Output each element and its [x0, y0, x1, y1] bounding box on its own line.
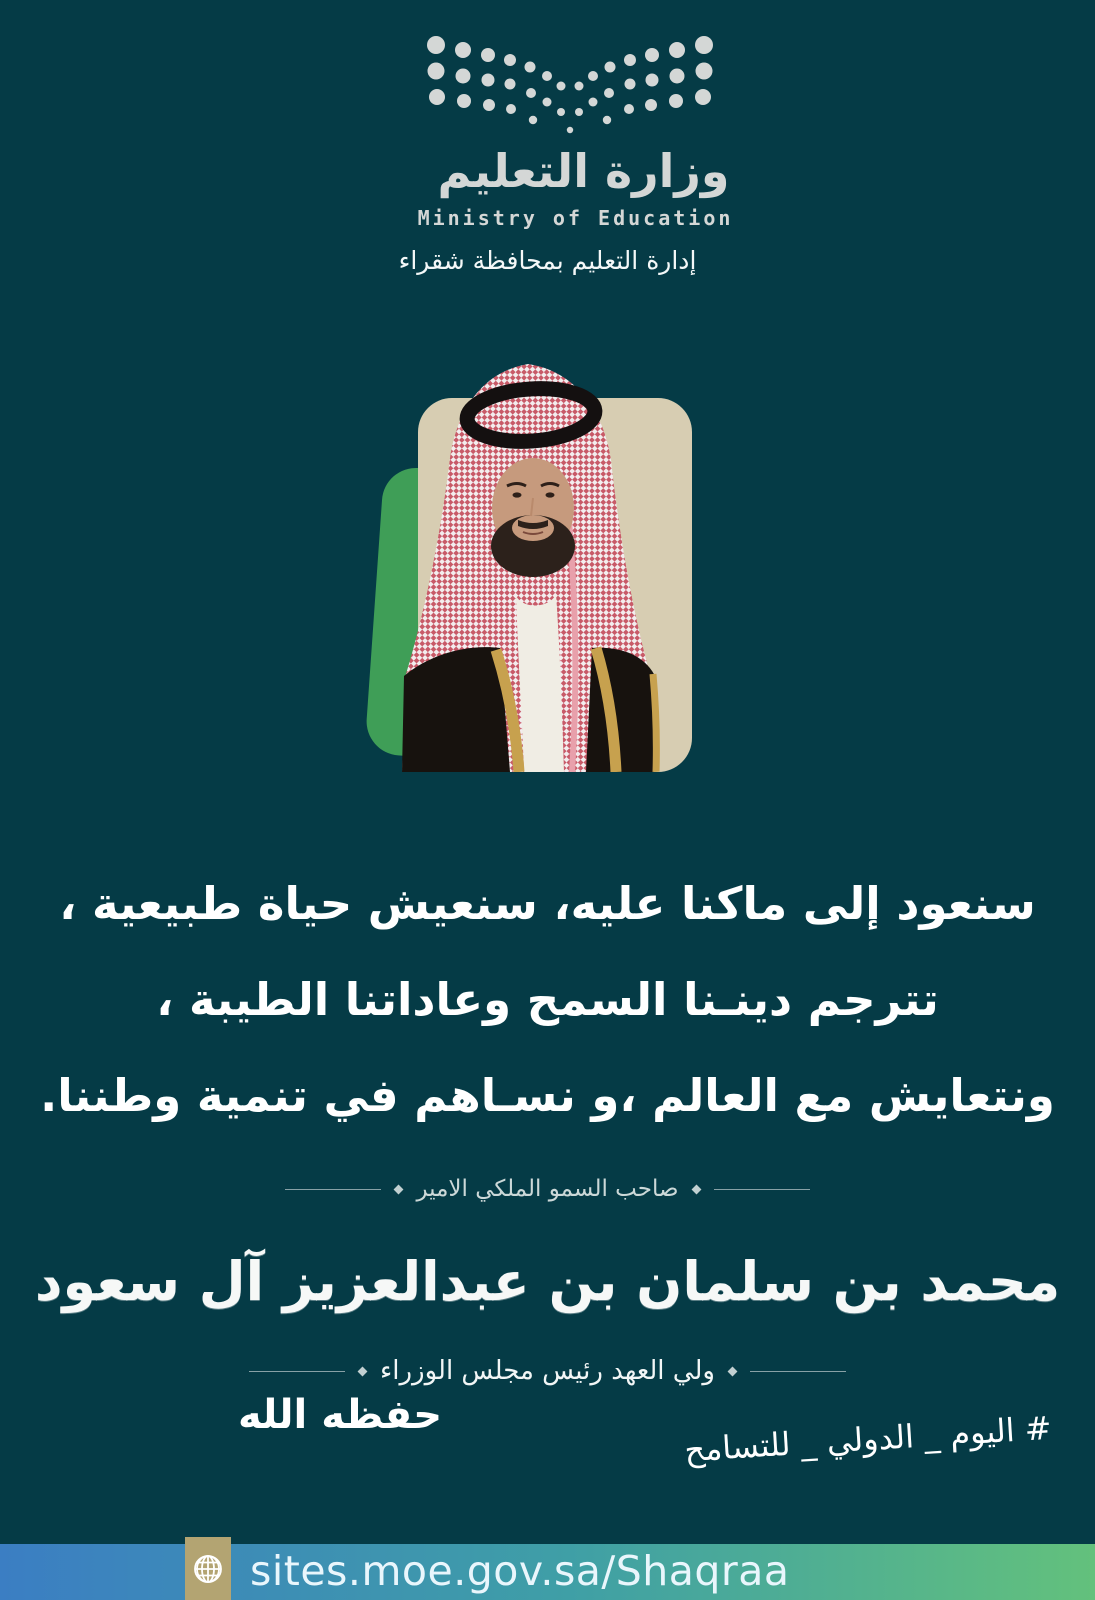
- royal-posttitle: ولي العهد رئيس مجلس الوزراء: [380, 1356, 715, 1386]
- globe-box: [185, 1537, 231, 1600]
- royal-posttitle-row: [0, 1356, 1095, 1386]
- quote-line-3: ونتعايش مع العالم ،و نسـاهم في تنمية وطننا.: [40, 1069, 1055, 1122]
- royal-name-calligraphy: محمد بن سلمان بن عبدالعزيز آل سعود: [34, 1250, 1061, 1313]
- ministry-name-english: Ministry of Education: [417, 206, 734, 230]
- department-name: إدارة التعليم بمحافظة شقراء: [398, 246, 697, 275]
- royal-pretitle: صاحب السمو الملكي الامير: [416, 1176, 679, 1202]
- footer-url: sites.moe.gov.sa/Shaqraa: [250, 1547, 790, 1595]
- ornament-diamond-icon: [691, 1184, 701, 1194]
- quote-block: [40, 856, 1055, 1144]
- ministry-dots-logo: [420, 30, 720, 134]
- ornament-line: [750, 1371, 846, 1372]
- ornament-line: [714, 1189, 810, 1190]
- ornament-line: [249, 1371, 345, 1372]
- globe-icon: [190, 1551, 226, 1587]
- tolerance-hashtag: # اليوم _ الدولي _ للتسامح: [683, 1408, 1053, 1470]
- ornament-line: [285, 1189, 381, 1190]
- ornament-diamond-icon: [728, 1366, 738, 1376]
- blessing-text: حفظه الله: [237, 1392, 443, 1438]
- royal-pretitle-row: [0, 1176, 1095, 1202]
- ornament-diamond-icon: [358, 1366, 368, 1376]
- crown-prince-portrait-illustration: [360, 358, 700, 778]
- quote-line-1: سنعود إلى ماكنا عليه، سنعيش حياة طبيعية ،: [59, 877, 1036, 930]
- quote-line-2: تترجم دينـنا السمح وعاداتنا الطيبة ،: [156, 973, 939, 1026]
- ministry-name-arabic: وزارة التعليم: [437, 144, 730, 198]
- ornament-diamond-icon: [394, 1184, 404, 1194]
